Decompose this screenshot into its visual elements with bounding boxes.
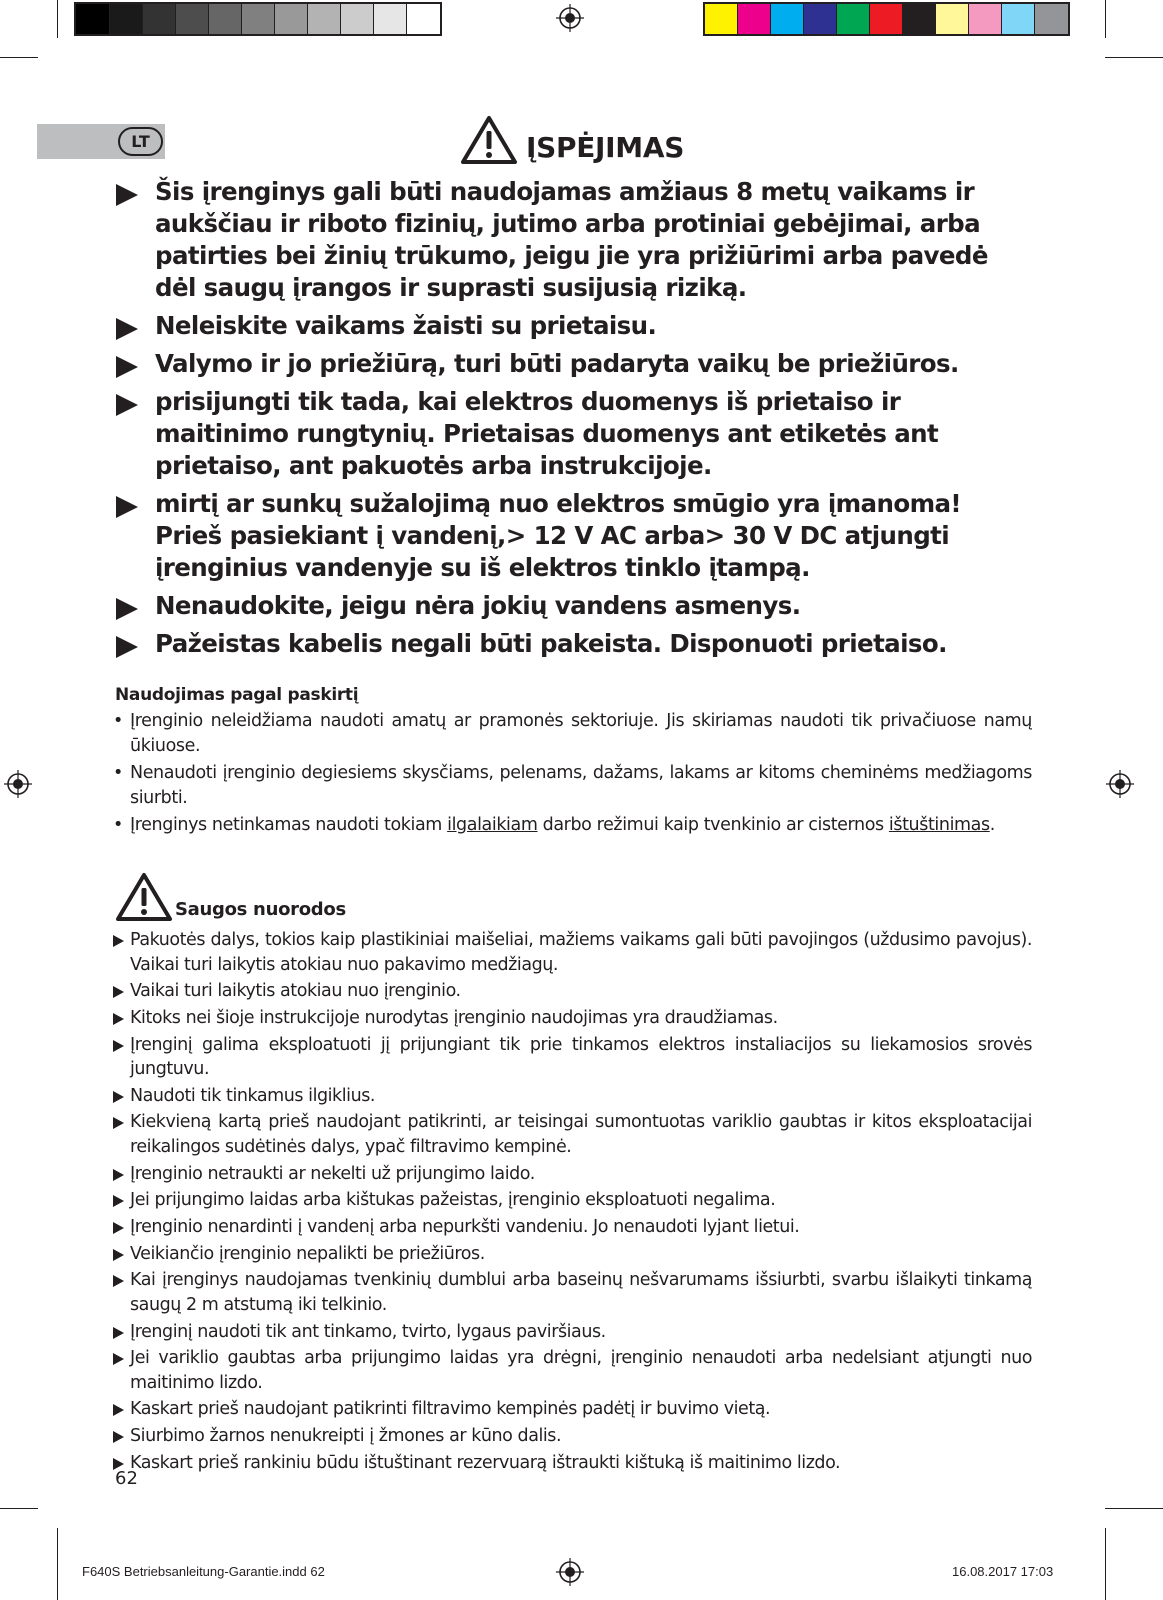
color-swatch	[209, 4, 242, 34]
safety-item: Kaskart prieš rankiniu būdu ištuštinant rezervuarą ištraukti kištuką iš maitinimo lizdo.	[112, 1451, 1032, 1476]
registration-mark-icon	[1106, 770, 1134, 798]
intended-use-item: • Įrenginio neleidžiama naudoti amatų ar pramonės sektoriuje. Jis skiriamas naudoti tik privačiuose namų ūkiuose.	[112, 709, 1032, 759]
safety-item: Pakuotės dalys, tokios kaip plastikiniai maišeliai, mažiems vaikams gali būti pavojingos (uždusimo pavojus). Vaikai turi laikytis atokiau nuo pakavimo medžiagų.	[112, 928, 1032, 977]
registration-mark-icon	[4, 770, 32, 798]
crop-mark	[1105, 57, 1163, 58]
bullet-triangle-icon	[113, 1249, 124, 1261]
bullet-triangle-icon	[113, 1013, 124, 1025]
registration-mark-icon	[556, 4, 584, 32]
color-swatch	[738, 4, 771, 34]
registration-mark-icon	[556, 1558, 584, 1586]
safety-item: Kai įrenginys naudojamas tvenkinių dumblui arba baseinų nešvarumams išsiurbti, svarbu išlaikyti tinkamą saugų 2 m atstumą iki telkinio.	[112, 1268, 1032, 1317]
bullet-triangle-icon	[116, 496, 138, 518]
color-swatch	[341, 4, 374, 34]
footer-file-info: F640S Betriebsanleitung-Garantie.indd 62	[82, 1564, 325, 1579]
safety-list	[112, 928, 1032, 1478]
intended-use-item: • Įrenginys netinkamas naudoti tokiam ilgalaikiam darbo režimui kaip tvenkinio ar cisternos ištuštinimas.	[112, 813, 1032, 838]
color-swatch	[308, 4, 341, 34]
color-swatch	[936, 4, 969, 34]
warning-item: Nenaudokite, jeigu nėra jokių vandens asmenys.	[112, 590, 1032, 622]
safety-item: Vaikai turi laikytis atokiau nuo įrenginio.	[112, 979, 1032, 1004]
bullet-triangle-icon	[113, 1353, 124, 1365]
safety-item: Įrenginį galima eksploatuoti jį prijungiant tik prie tinkamos elektros instaliacijos su liekamosios srovės jungtuvu.	[112, 1033, 1032, 1082]
safety-item: Kitoks nei šioje instrukcijoje nurodytas įrenginio naudojimas yra draudžiamas.	[112, 1006, 1032, 1031]
footer-date-info: 16.08.2017 17:03	[952, 1564, 1054, 1579]
bullet-triangle-icon	[116, 598, 138, 620]
crop-mark	[1105, 1508, 1163, 1509]
color-swatch	[1002, 4, 1035, 34]
underlined-term: ištuštinimas	[888, 815, 990, 835]
warning-triangle-icon	[460, 115, 518, 165]
safety-item: Įrenginio netraukti ar nekelti už prijungimo laido.	[112, 1162, 1032, 1187]
safety-item: Veikiančio įrenginio nepalikti be priežiūros.	[112, 1242, 1032, 1267]
color-swatch	[903, 4, 936, 34]
intended-use-item: • Nenaudoti įrenginio degiesiems skysčiams, pelenams, dažams, lakams ar kitoms cheminėms medžiagoms siurbti.	[112, 761, 1032, 811]
color-swatch	[110, 4, 143, 34]
safety-item: Jei prijungimo laidas arba kištukas pažeistas, įrenginio eksploatuoti negalima.	[112, 1188, 1032, 1213]
safety-item: Jei variklio gaubtas arba prijungimo laidas yra drėgni, įrenginio nenaudoti arba nedelsiant atjungti nuo maitinimo lizdo.	[112, 1346, 1032, 1395]
crop-mark	[57, 0, 58, 38]
color-swatch	[804, 4, 837, 34]
warning-item: Valymo ir jo priežiūrą, turi būti padaryta vaikų be priežiūros.	[112, 348, 1032, 380]
color-swatch	[870, 4, 903, 34]
bullet-triangle-icon	[113, 1222, 124, 1234]
bullet-triangle-icon	[116, 356, 138, 378]
color-swatch	[275, 4, 308, 34]
color-swatch	[969, 4, 1002, 34]
bullet-triangle-icon	[113, 1117, 124, 1129]
bullet-triangle-icon	[116, 318, 138, 340]
bullet-triangle-icon	[113, 1169, 124, 1181]
bullet-triangle-icon	[113, 1040, 124, 1052]
warning-heading	[460, 110, 684, 170]
warning-item: Neleiskite vaikams žaisti su prietaisu.	[112, 310, 1032, 342]
safety-item: Įrenginį naudoti tik ant tinkamo, tvirto, lygaus paviršiaus.	[112, 1320, 1032, 1345]
bullet-triangle-icon	[113, 1195, 124, 1207]
crop-mark	[1105, 0, 1106, 38]
warning-list	[112, 176, 1032, 666]
safety-item: Siurbimo žarnos nenukreipti į žmones ar kūno dalis.	[112, 1424, 1032, 1449]
language-badge: LT	[118, 127, 163, 156]
warning-triangle-icon	[115, 872, 173, 922]
color-calibration-bar	[703, 2, 1070, 36]
intended-use-list	[112, 709, 1032, 840]
crop-mark	[0, 1508, 38, 1509]
warning-item: Pažeistas kabelis negali būti pakeista. Disponuoti prietaiso.	[112, 628, 1032, 660]
color-swatch	[76, 4, 110, 34]
color-swatch	[374, 4, 407, 34]
safety-item: Įrenginio nenardinti į vandenį arba nepurkšti vandeniu. Jo nenaudoti lyjant lietui.	[112, 1215, 1032, 1240]
color-swatch	[143, 4, 176, 34]
crop-mark	[57, 1528, 58, 1600]
warning-item: Šis įrenginys gali būti naudojamas amžiaus 8 metų vaikams ir aukščiau ir riboto fizinių, jutimo arba protiniai gebėjimai, arba patirties bei žinių trūkumo, jeigu jie yra prižiūrimi arba pavedė dėl saugų įrangos ir suprasti susijusią riziką.	[112, 176, 1032, 304]
bullet-triangle-icon	[113, 935, 124, 947]
crop-mark	[0, 57, 38, 58]
crop-mark	[1105, 1528, 1106, 1600]
bullet-triangle-icon	[116, 394, 138, 416]
warning-item: prisijungti tik tada, kai elektros duomenys iš prietaiso ir maitinimo rungtynių. Prietaisas duomenys ant etiketės ant prietaiso, ant pakuotės arba instrukcijoje.	[112, 386, 1032, 482]
color-swatch	[176, 4, 209, 34]
page-number: 62	[115, 1468, 138, 1489]
bullet-triangle-icon	[113, 1327, 124, 1339]
grey-calibration-bar	[74, 2, 442, 36]
color-swatch	[705, 4, 738, 34]
safety-item: Naudoti tik tinkamus ilgiklius.	[112, 1084, 1032, 1109]
color-swatch	[1035, 4, 1068, 34]
color-swatch	[242, 4, 275, 34]
warning-item: mirtį ar sunkų sužalojimą nuo elektros smūgio yra įmanoma! Prieš pasiekiant į vandenį,> 12 V AC arba> 30 V DC atjungti įrenginius vandenyje su iš elektros tinklo įtampą.	[112, 488, 1032, 584]
color-swatch	[771, 4, 804, 34]
warning-title: ĮSPĖJIMAS	[526, 130, 685, 164]
safety-title: Saugos nuorodos	[175, 899, 346, 920]
bullet-triangle-icon	[113, 1431, 124, 1443]
bullet-triangle-icon	[113, 986, 124, 998]
safety-heading	[115, 872, 346, 922]
bullet-triangle-icon	[116, 636, 138, 658]
bullet-triangle-icon	[113, 1275, 124, 1287]
underlined-term: ilgalaikiam	[447, 815, 538, 835]
bullet-triangle-icon	[113, 1091, 124, 1103]
intended-use-heading: Naudojimas pagal paskirtį	[115, 685, 359, 705]
safety-item: Kaskart prieš naudojant patikrinti filtravimo kempinės padėtį ir buvimo vietą.	[112, 1397, 1032, 1422]
bullet-triangle-icon	[113, 1404, 124, 1416]
bullet-triangle-icon	[116, 184, 138, 206]
color-swatch	[407, 4, 440, 34]
safety-item: Kiekvieną kartą prieš naudojant patikrinti, ar teisingai sumontuotas variklio gaubtas ir kitos eksploatacijai reikalingos sudėtinės dalys, ypač filtravimo kempinė.	[112, 1110, 1032, 1159]
color-swatch	[837, 4, 870, 34]
